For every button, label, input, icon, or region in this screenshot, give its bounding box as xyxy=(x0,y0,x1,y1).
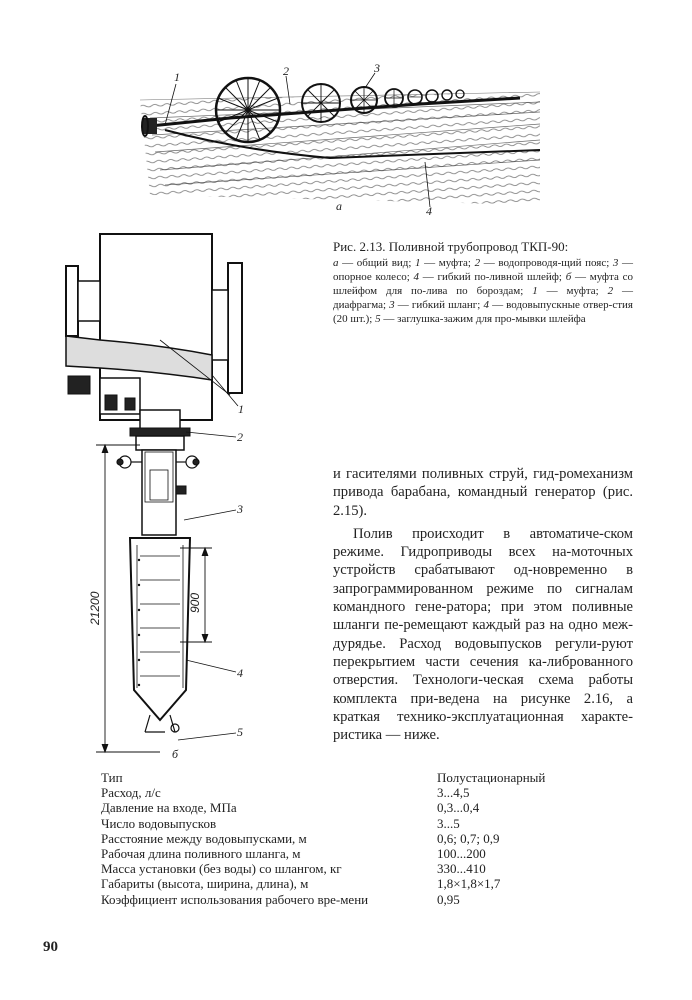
spec-row xyxy=(101,892,601,907)
figure-caption xyxy=(333,238,633,326)
caption-mark: 4 xyxy=(413,271,420,283)
spec-value: 0,3...0,4 xyxy=(437,800,480,816)
caption-text: — муфта; xyxy=(420,257,475,269)
caption-mark: 3 xyxy=(389,299,395,311)
spec-row xyxy=(101,800,601,815)
spec-name: Габариты (высота, ширина, длина), м xyxy=(101,876,309,892)
label-2-side: 2 xyxy=(237,430,243,444)
dimension-total: 21200 xyxy=(88,591,102,625)
label-2-top: 2 xyxy=(283,64,289,78)
spec-value: 0,6; 0,7; 0,9 xyxy=(437,830,500,846)
label-a: а xyxy=(336,199,342,213)
spec-value: 1,8×1,8×1,7 xyxy=(437,876,501,892)
caption-mark: б xyxy=(565,271,572,283)
spec-row xyxy=(101,831,601,846)
spec-header-name: Тип xyxy=(101,770,123,785)
dimension-segment: 900 xyxy=(188,592,202,613)
label-3-top: 3 xyxy=(374,61,380,75)
spec-value: 3...5 xyxy=(437,815,460,831)
label-4-top: 4 xyxy=(426,204,432,218)
spec-row xyxy=(101,876,601,891)
spec-name: Число водовыпусков xyxy=(101,815,217,831)
caption-text: — водовыпускные отвер-стия (20 шт.); xyxy=(333,299,633,325)
label-5-side: 5 xyxy=(237,725,243,739)
spec-value: 100...200 xyxy=(437,846,486,862)
body-text xyxy=(333,465,633,744)
caption-mark: 1 xyxy=(532,285,538,297)
caption-mark: 2 xyxy=(607,285,614,297)
spec-row xyxy=(101,816,601,831)
spec-value: 0,95 xyxy=(437,891,460,907)
label-4-side: 4 xyxy=(237,666,243,680)
spec-name: Коэффициент использования рабочего вре-мени xyxy=(101,891,369,907)
caption-mark: 2 xyxy=(474,257,481,269)
spec-name: Расход, л/с xyxy=(101,785,161,801)
caption-text: — диафрагма; xyxy=(333,285,634,311)
caption-text: — гибкий шланг; xyxy=(394,299,484,311)
caption-legend xyxy=(333,257,633,325)
caption-mark: а xyxy=(333,257,339,269)
caption-text: — опорное колесо; xyxy=(333,257,634,283)
caption-text: — муфта; xyxy=(537,285,608,297)
spec-name: Расстояние между водовыпусками, м xyxy=(101,830,307,846)
label-1-top: 1 xyxy=(174,70,180,84)
spec-name: Рабочая длина поливного шланга, м xyxy=(101,846,301,862)
spec-row xyxy=(101,846,601,861)
label-b: б xyxy=(172,747,179,761)
spec-value: 3...4,5 xyxy=(437,785,470,801)
caption-text: — водопроводя-щий пояс; xyxy=(480,257,613,269)
spec-name: Масса установки (без воды) со шлангом, кг xyxy=(101,861,342,877)
caption-mark: 4 xyxy=(483,299,489,311)
caption-mark: 5 xyxy=(375,313,381,325)
page-number: 90 xyxy=(43,939,58,955)
caption-text: — заглушка-зажим для про-мывки шлейфа xyxy=(380,313,586,325)
spec-name: Давление на входе, МПа xyxy=(101,800,237,816)
flexible-hose-body xyxy=(130,538,190,720)
caption-text: — общий вид; xyxy=(338,257,416,269)
specs-table xyxy=(101,770,601,907)
spec-value: 330...410 xyxy=(437,861,486,877)
caption-mark: 3 xyxy=(612,257,619,269)
spec-row xyxy=(101,785,601,800)
paragraph-main: Полив происходит в автоматиче-ском режиме. Гидроприводы всех на-моточных устройств срабатывают од-новременно в запрограммированном режиме по сигналам командного гене-ратора; при этом поливные шланги пе-ремещают каждый раз на одно меж-дурядье. Расход водовыпусков регули-руют перекрытием части сечения ка-либрованного отверстия. Технологи-ческая схема работы комплекта при-ведена на рисунке 2.16, а краткая технико-эксплуатационная характе-ристика — ниже. xyxy=(333,525,633,744)
spec-header-value: Полустационарный xyxy=(437,770,546,785)
label-1-side: 1 xyxy=(238,402,244,416)
caption-mark: 1 xyxy=(415,257,421,269)
caption-title: Рис. 2.13. Поливной трубопровод ТКП-90: xyxy=(333,239,569,254)
label-3-side: 3 xyxy=(237,502,243,516)
caption-text: — гибкий по-ливной шлейф; xyxy=(419,271,566,283)
spec-row xyxy=(101,861,601,876)
specs-header xyxy=(101,770,601,785)
paragraph-continuation: и гасителями поливных струй, гид-ромеханизм привода барабана, командный генератор (рис. 2.15). xyxy=(333,466,633,519)
caption-text: — муфта со шлейфом для по-лива по бороздам; xyxy=(333,271,634,297)
